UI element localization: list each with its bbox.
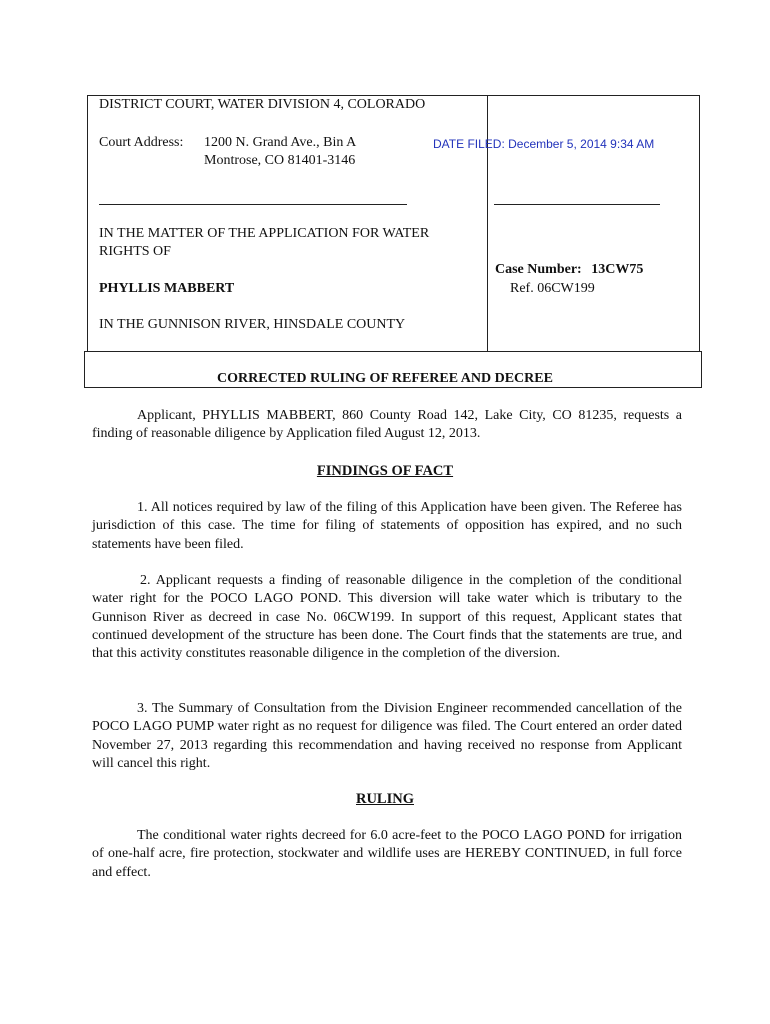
ruling-heading: RULING (355, 791, 414, 807)
court-address-label: Court Address: (99, 135, 184, 150)
ruling-paragraph: The conditional water rights decreed for 6.0 acre-feet to the POCO LAGO POND for irrigation of one-half acre, fire protection, stockwater and wildlife uses are HEREBY CONTINUED, in full force and effect. (92, 828, 682, 880)
river-county: IN THE GUNNISON RIVER, HINSDALE COUNTY (99, 317, 406, 332)
matter-line2: RIGHTS OF (99, 244, 171, 259)
caption-divider (487, 95, 488, 352)
document-title: CORRECTED RULING OF REFEREE AND DECREE (217, 371, 553, 386)
finding-paragraph-2: 2. Applicant requests a finding of reasonable diligence in the completion of the conditional water right for the POCO LAGO POND. This diversion will take water which is tributary to the Gunnison River as decreed in case No. 06CW199. In support of this request, Applicant states that continued development of the structure has been done. The Court finds that the statements are true, and that this activity constitutes reasonable diligence in the completion of the diversion. (92, 573, 682, 662)
case-number-label: Case Number: (495, 262, 582, 277)
intro-paragraph: Applicant, PHYLLIS MABBERT, 860 County Road 142, Lake City, CO 81235, requests a finding of reasonable diligence by Application filed August 12, 2013. (92, 408, 682, 442)
finding-paragraph-1: 1. All notices required by law of the filing of this Application have been given. The Referee has jurisdiction of this case. The time for filing of statements of opposition has expired, and no such statements have been filed. (92, 500, 682, 552)
date-filed-stamp: DATE FILED: December 5, 2014 9:34 AM (433, 137, 655, 151)
case-number-value: 13CW75 (591, 262, 644, 277)
case-reference: Ref. 06CW199 (510, 281, 595, 296)
case-number (495, 262, 643, 278)
caption-box (87, 95, 700, 352)
caption-rule-left (99, 204, 407, 205)
court-address-line1: 1200 N. Grand Ave., Bin A (204, 135, 357, 150)
finding-paragraph-3: 3. The Summary of Consultation from the Division Engineer recommended cancellation of the POCO LAGO PUMP water right as no request for diligence was filed. The Court entered an order dated November 27, 2013 regarding this recommendation and having received no response from Applicant will cancel this right. (92, 701, 682, 771)
matter-line1: IN THE MATTER OF THE APPLICATION FOR WATER (99, 226, 430, 241)
applicant-name: PHYLLIS MABBERT (99, 281, 235, 296)
caption-rule-right (494, 204, 660, 205)
court-name: DISTRICT COURT, WATER DIVISION 4, COLORADO (99, 97, 426, 112)
findings-heading: FINDINGS OF FACT (316, 463, 454, 479)
court-address-line2: Montrose, CO 81401-3146 (204, 153, 356, 168)
